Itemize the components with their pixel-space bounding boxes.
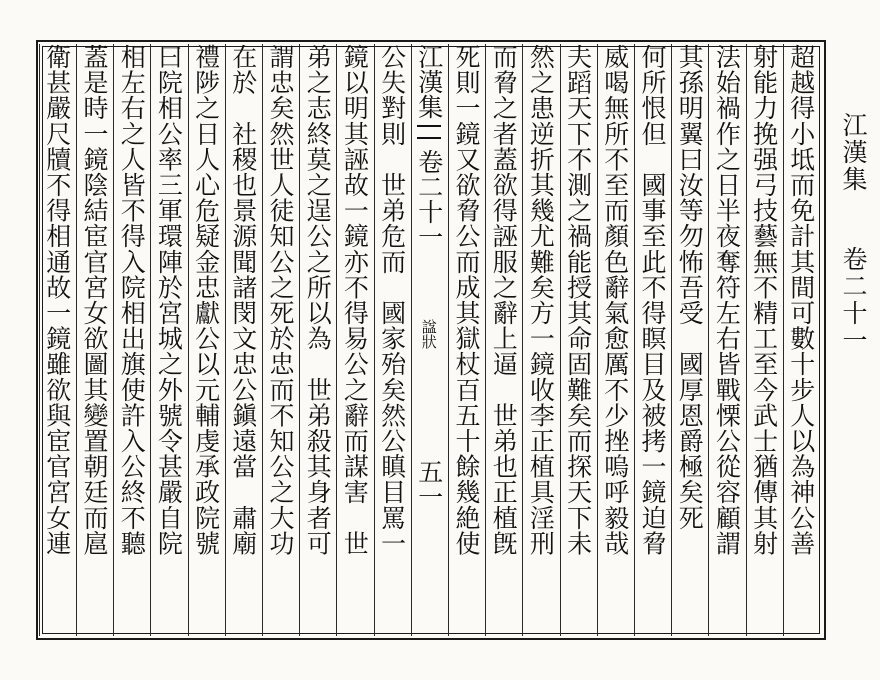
column-rule: [39, 44, 40, 636]
column-rule: [448, 44, 449, 636]
text-column: [451, 44, 481, 636]
column-rule: [336, 44, 337, 636]
column-rule: [411, 44, 412, 636]
column-text: 死則一鏡又欲脅公而成其獄杖百五十餘幾絶使: [452, 44, 481, 556]
text-column: [42, 44, 72, 636]
column-text: 而脅之者蓋欲得誣服之辭上逼 世弟也正植旣: [489, 44, 519, 556]
column-rule: [746, 44, 747, 636]
column-rule: [225, 44, 226, 636]
margin-collection-title: 江漢集: [839, 112, 868, 193]
column-text: 禮陟之日人心危疑金忠獻公以元輔虔承政院號: [191, 44, 221, 556]
text-column: [377, 44, 407, 636]
column-text: 超越得小坻而免計其間可數十步人以為神公善: [786, 44, 816, 556]
text-column: [786, 44, 816, 636]
column-text: 鏡以明其誣故一鏡亦不得易公之辭而謀害 世: [340, 44, 370, 556]
text-column: [339, 44, 369, 636]
column-text: 射能力挽强弓技藝無不精工至今武士猶傳其射: [749, 44, 779, 556]
column-rule: [76, 44, 77, 636]
column-rule: [374, 44, 375, 636]
text-column: [674, 44, 704, 636]
text-column: [525, 44, 555, 636]
text-column: [191, 44, 221, 636]
text-column: [749, 44, 779, 636]
text-column: [711, 44, 741, 636]
text-column: [79, 44, 109, 636]
column-text: 衛甚嚴尺牘不得相通故一鏡雖欲與宦官宮女連: [42, 44, 72, 556]
column-text: 威喝無所不至而顏色辭氣愈厲不少挫嗚呼毅哉: [600, 44, 630, 556]
column-text: 夫蹈天下不測之禍能授其命固難矣而探天下未: [563, 44, 593, 556]
text-column: [153, 44, 183, 636]
text-column: [637, 44, 667, 636]
fold-page-number: 五一: [414, 459, 444, 509]
column-text: 其孫明翼曰汝等勿怖吾受 國厚恩爵極矣死: [675, 44, 705, 531]
fold-volume: 卷二十一: [414, 149, 444, 249]
column-rule: [150, 44, 151, 636]
column-text: 相左右之人皆不得入院相出旗使許入公終不聽: [117, 44, 147, 556]
column-rule: [485, 44, 486, 636]
text-column: [563, 44, 593, 636]
column-rule: [560, 44, 561, 636]
text-column: [265, 44, 295, 636]
column-text: 公失對則 世弟危而 國家殆矣然公瞋目罵一: [377, 44, 407, 556]
column-text: 蓋是時一鏡陰結宦官宮女欲圖其變置朝廷而扈: [80, 44, 109, 556]
text-column: [302, 44, 332, 636]
column-rule: [262, 44, 263, 636]
margin-volume-number: 卷二十一: [839, 246, 868, 354]
text-column: [488, 44, 518, 636]
column-rule: [188, 44, 189, 636]
column-rule: [783, 44, 784, 636]
fold-title: 江漢集: [414, 44, 444, 119]
column-rule: [597, 44, 598, 636]
column-rule: [113, 44, 114, 636]
column-text: 何所恨但 國事至此不得瞑目及被拷一鏡迫脅: [638, 44, 667, 556]
fold-column: [414, 44, 444, 636]
column-rule: [708, 44, 709, 636]
column-rule: [671, 44, 672, 636]
text-column: [116, 44, 146, 636]
fold-section-note: 諡狀: [419, 319, 438, 349]
column-text: 弟之志終莫之逞公之所以為 世弟殺其身者可: [303, 44, 333, 556]
fish-tail-mark-icon: [417, 125, 441, 139]
column-rule: [634, 44, 635, 636]
column-rule: [299, 44, 300, 636]
text-column: [600, 44, 630, 636]
column-text: 曰院相公率三軍環陣於宮城之外號令甚嚴自院: [154, 44, 184, 556]
column-rule: [522, 44, 523, 636]
text-column: [228, 44, 258, 636]
column-text: 在於 社稷也景源聞諸閔文忠公鎭遠當 肅廟: [228, 44, 258, 556]
column-text: 法始禍作之日半夜奪符左右皆戰慄公從容顧謂: [712, 44, 742, 556]
column-text: 謂忠矣然世人徒知公之死於忠而不知公之大功: [266, 44, 295, 556]
margin-title: [838, 112, 868, 354]
column-text: 然之患逆折其幾尤難矣方一鏡收李正植具淫刑: [526, 44, 556, 556]
